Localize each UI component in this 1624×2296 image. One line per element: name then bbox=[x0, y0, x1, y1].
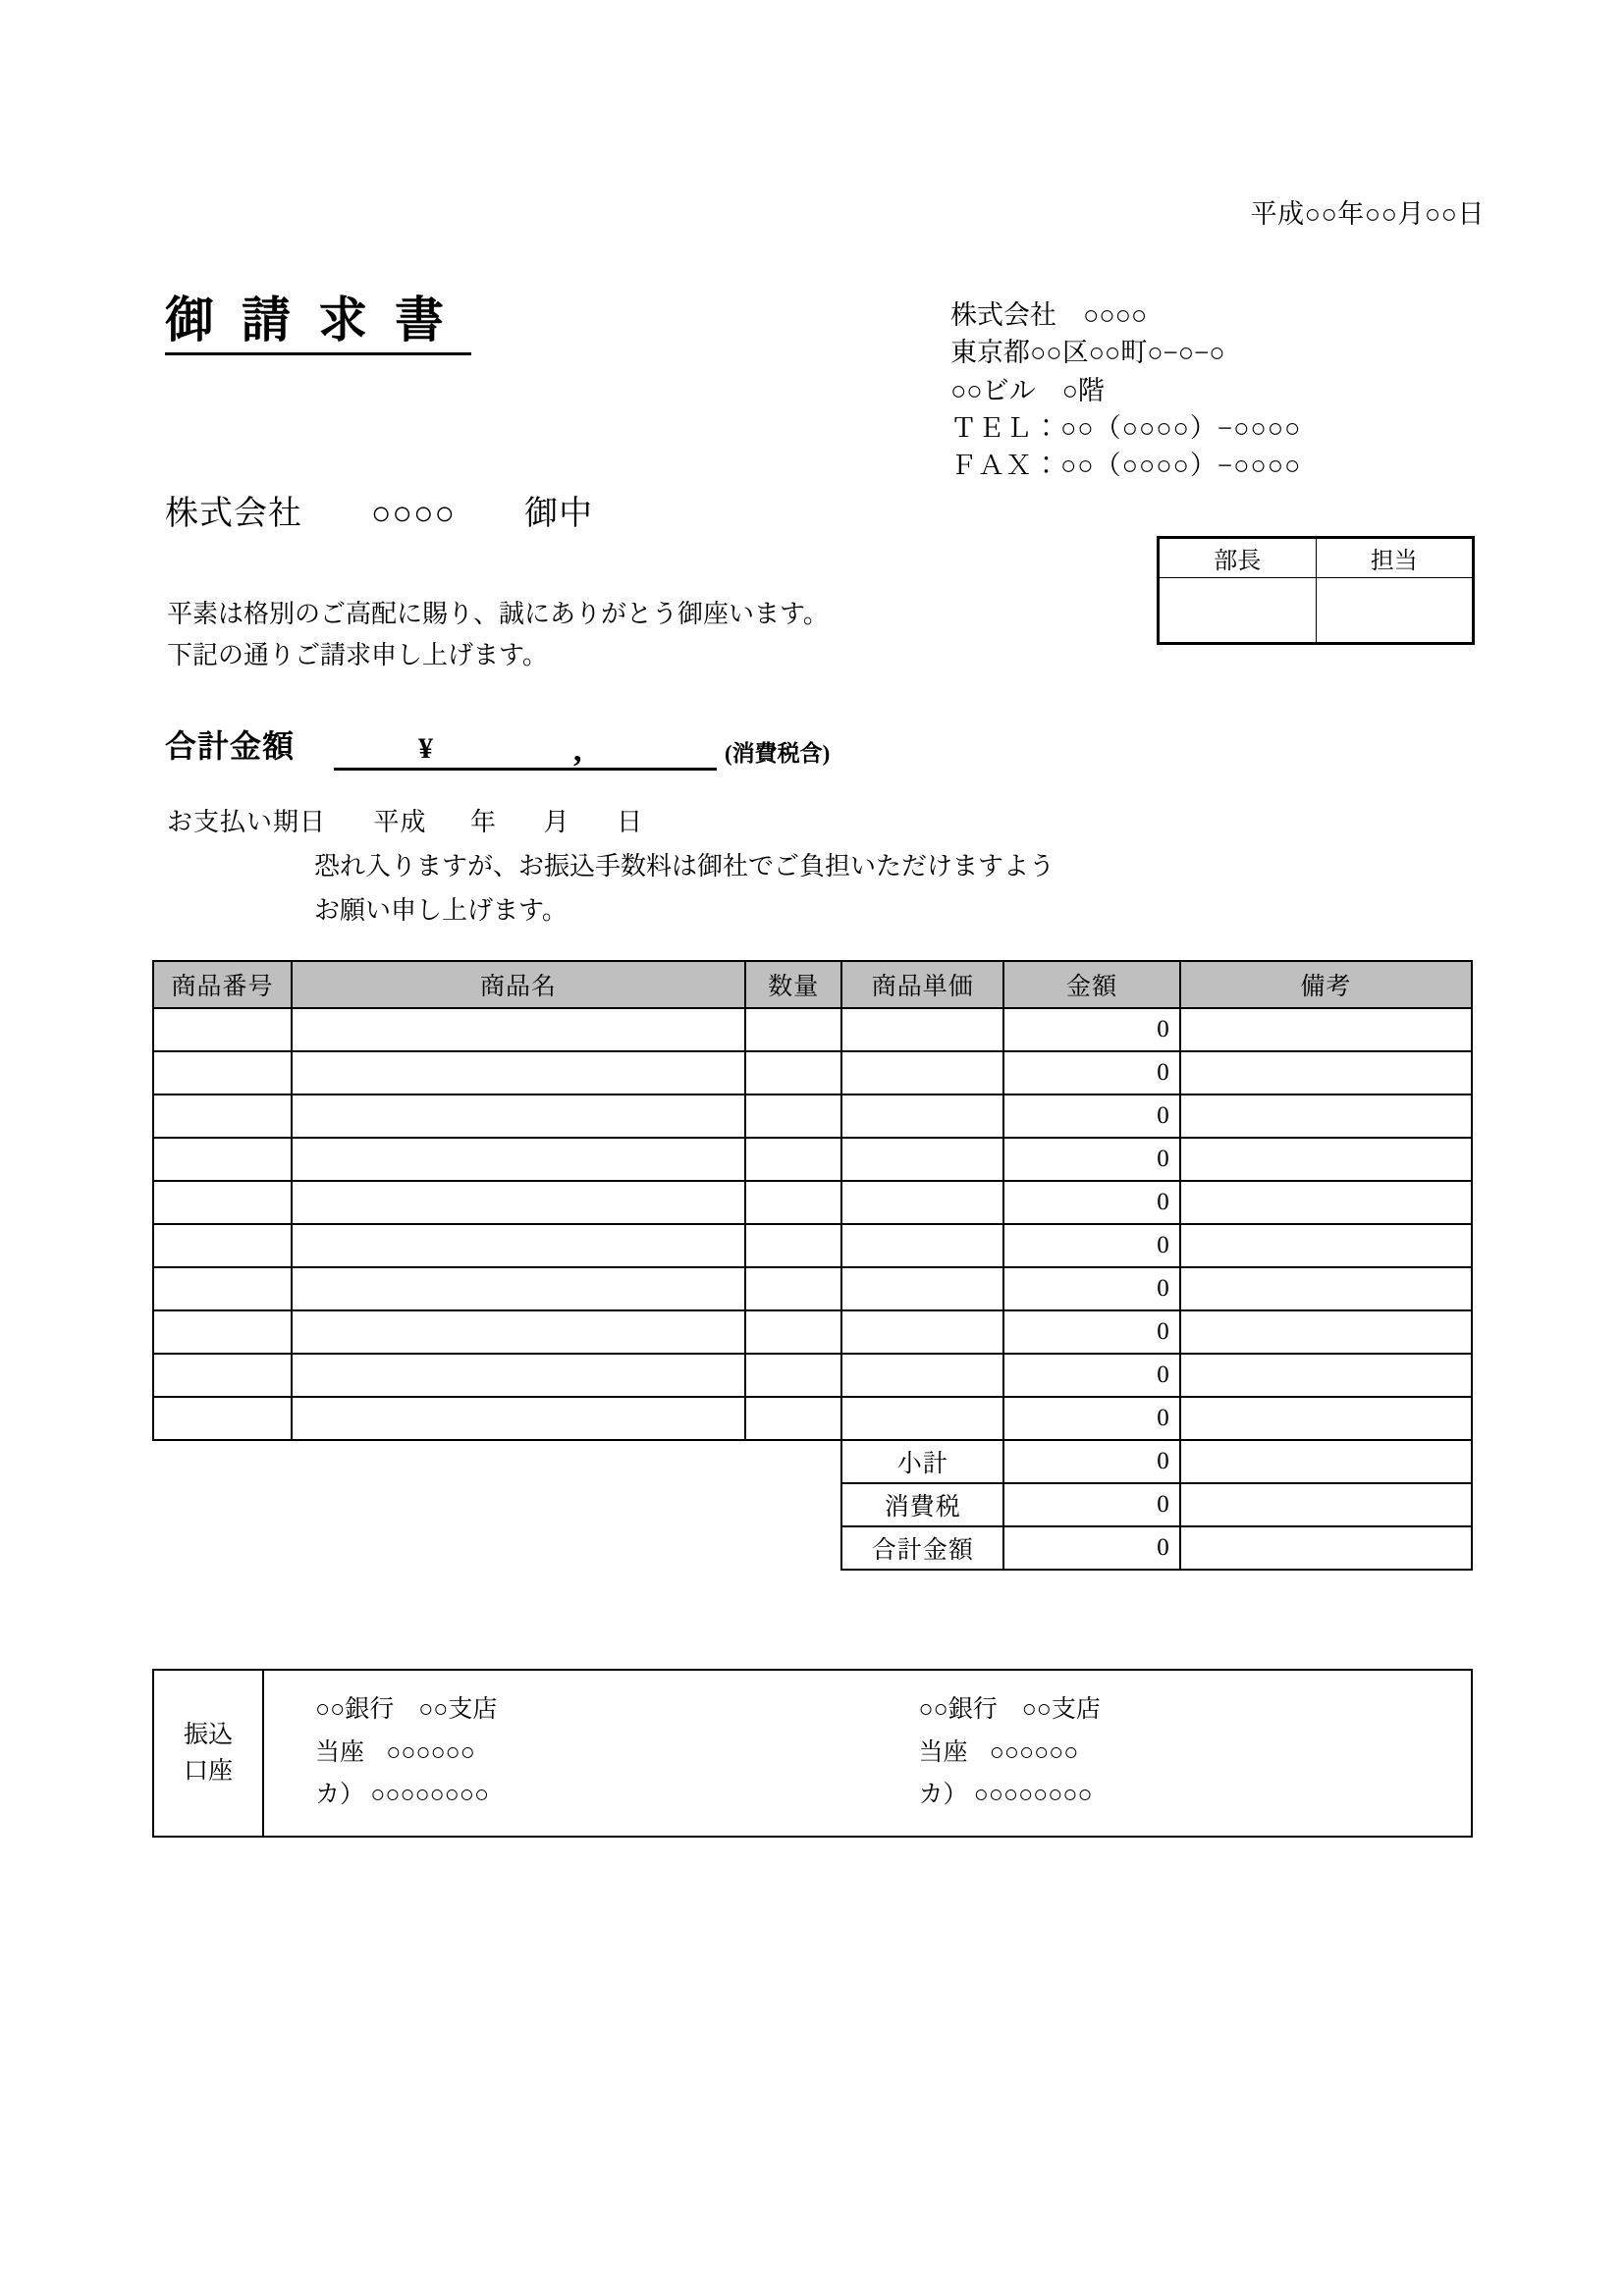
summary-spacer-cell bbox=[153, 1526, 841, 1570]
approval-header-staff: 担当 bbox=[1316, 539, 1473, 578]
item-name-cell[interactable] bbox=[292, 1224, 745, 1267]
thousands-separator: , bbox=[573, 732, 582, 769]
item-remarks-cell[interactable] bbox=[1180, 1267, 1472, 1310]
summary-spacer-cell bbox=[153, 1440, 841, 1483]
bank-name-2: ○○銀行 ○○支店 bbox=[918, 1696, 1101, 1723]
table-row bbox=[153, 1267, 1472, 1310]
item-no-cell[interactable] bbox=[153, 1354, 292, 1397]
summary-amount-cell[interactable]: 0 bbox=[1003, 1526, 1179, 1570]
item-no-cell[interactable] bbox=[153, 1008, 292, 1051]
item-qty-cell[interactable] bbox=[745, 1181, 841, 1224]
issuer-address: 東京都○○区○○町○−○−○ bbox=[950, 338, 1225, 368]
item-amount-cell[interactable]: 0 bbox=[1003, 1095, 1179, 1138]
bank-transfer-box bbox=[152, 1669, 1473, 1838]
bank-holder-name-1: ○○○○○○○○ bbox=[370, 1782, 490, 1808]
column-header-remarks: 備考 bbox=[1180, 961, 1472, 1008]
item-no-cell[interactable] bbox=[153, 1051, 292, 1095]
page-title: 御請求書 bbox=[165, 294, 471, 355]
item-qty-cell[interactable] bbox=[745, 1138, 841, 1181]
bank-account-1 bbox=[264, 1688, 868, 1836]
item-name-cell[interactable] bbox=[292, 1397, 745, 1440]
item-qty-cell[interactable] bbox=[745, 1310, 841, 1354]
bank-holder-prefix-1: カ） bbox=[315, 1782, 365, 1808]
summary-remarks-cell[interactable] bbox=[1180, 1440, 1472, 1483]
item-unit-price-cell[interactable] bbox=[841, 1051, 1003, 1095]
item-remarks-cell[interactable] bbox=[1180, 1354, 1472, 1397]
bank-accounts-container bbox=[264, 1671, 1471, 1836]
item-remarks-cell[interactable] bbox=[1180, 1397, 1472, 1440]
transfer-fee-note-line-2: お願い申し上げます。 bbox=[314, 896, 568, 926]
yen-symbol: ¥ bbox=[418, 732, 434, 765]
bank-account-number-2: ○○○○○○ bbox=[989, 1738, 1079, 1766]
issuer-company: 株式会社 ○○○○ bbox=[950, 300, 1148, 330]
approval-header-manager: 部長 bbox=[1160, 539, 1317, 578]
column-header-item-name: 商品名 bbox=[292, 961, 745, 1008]
item-name-cell[interactable] bbox=[292, 1354, 745, 1397]
item-unit-price-cell[interactable] bbox=[841, 1224, 1003, 1267]
item-unit-price-cell[interactable] bbox=[841, 1397, 1003, 1440]
approval-stamp-manager[interactable] bbox=[1160, 578, 1317, 643]
column-header-item-no: 商品番号 bbox=[153, 961, 292, 1008]
item-remarks-cell[interactable] bbox=[1180, 1095, 1472, 1138]
item-qty-cell[interactable] bbox=[745, 1397, 841, 1440]
table-row bbox=[153, 1181, 1472, 1224]
summary-row bbox=[153, 1483, 1472, 1526]
column-header-unit-price: 商品単価 bbox=[841, 961, 1003, 1008]
item-qty-cell[interactable] bbox=[745, 1008, 841, 1051]
bank-account-number-1: ○○○○○○ bbox=[386, 1738, 475, 1766]
bank-account-2 bbox=[868, 1688, 1472, 1836]
table-row bbox=[153, 1008, 1472, 1051]
item-name-cell[interactable] bbox=[292, 1051, 745, 1095]
approval-stamp-box bbox=[1157, 536, 1475, 645]
column-header-amount: 金額 bbox=[1003, 961, 1179, 1008]
table-row bbox=[153, 1224, 1472, 1267]
item-unit-price-cell[interactable] bbox=[841, 1267, 1003, 1310]
table-row bbox=[153, 1051, 1472, 1095]
payment-due-day-unit: 日 bbox=[617, 808, 643, 836]
item-amount-cell[interactable]: 0 bbox=[1003, 1181, 1179, 1224]
bank-account-line-1 bbox=[315, 1732, 868, 1775]
bank-holder-name-2: ○○○○○○○○ bbox=[973, 1782, 1093, 1808]
item-no-cell[interactable] bbox=[153, 1224, 292, 1267]
item-remarks-cell[interactable] bbox=[1180, 1224, 1472, 1267]
item-unit-price-cell[interactable] bbox=[841, 1354, 1003, 1397]
bank-label-line-2: 口座 bbox=[183, 1758, 233, 1785]
bank-holder-line-2 bbox=[919, 1774, 1472, 1817]
item-remarks-cell[interactable] bbox=[1180, 1008, 1472, 1051]
payment-due-era: 平成 bbox=[373, 808, 427, 836]
payment-terms-block bbox=[167, 800, 1055, 934]
transfer-fee-note-line-1: 恐れ入りますが、お振込手数料は御社でご負担いただけますよう bbox=[314, 852, 1056, 881]
approval-stamp-staff[interactable] bbox=[1316, 578, 1473, 643]
summary-row bbox=[153, 1526, 1472, 1570]
greeting-line-2: 下記の通りご請求申し上げます。 bbox=[167, 641, 548, 670]
item-qty-cell[interactable] bbox=[745, 1095, 841, 1138]
greeting-block bbox=[167, 594, 829, 676]
issuer-block bbox=[950, 296, 1301, 485]
item-name-cell[interactable] bbox=[292, 1181, 745, 1224]
approval-header-row bbox=[1160, 539, 1473, 578]
summary-label-cell: 小計 bbox=[841, 1440, 1003, 1483]
item-name-cell[interactable] bbox=[292, 1138, 745, 1181]
table-row bbox=[153, 1310, 1472, 1354]
bank-label-line-1: 振込 bbox=[183, 1721, 233, 1748]
payment-due-year-unit: 年 bbox=[470, 808, 497, 836]
bank-account-line-2 bbox=[919, 1732, 1472, 1775]
bank-account-type-2: 当座 bbox=[918, 1738, 968, 1766]
item-unit-price-cell[interactable] bbox=[841, 1181, 1003, 1224]
issue-date: 平成○○年○○月○○日 bbox=[1250, 199, 1485, 229]
table-row bbox=[153, 1138, 1472, 1181]
summary-amount-cell[interactable]: 0 bbox=[1003, 1440, 1179, 1483]
item-remarks-cell[interactable] bbox=[1180, 1181, 1472, 1224]
issuer-tel: ＴＥＬ：○○（○○○○）−○○○○ bbox=[950, 412, 1302, 443]
item-qty-cell[interactable] bbox=[745, 1354, 841, 1397]
item-amount-cell[interactable]: 0 bbox=[1003, 1397, 1179, 1440]
item-name-cell[interactable] bbox=[292, 1310, 745, 1354]
item-amount-cell[interactable]: 0 bbox=[1003, 1310, 1179, 1354]
bank-holder-prefix-2: カ） bbox=[918, 1782, 968, 1808]
summary-spacer-cell bbox=[153, 1483, 841, 1526]
item-amount-cell[interactable]: 0 bbox=[1003, 1138, 1179, 1181]
item-unit-price-cell[interactable] bbox=[841, 1138, 1003, 1181]
item-amount-cell[interactable]: 0 bbox=[1003, 1051, 1179, 1095]
total-amount-label: 合計金額 bbox=[165, 728, 296, 764]
items-table-body bbox=[153, 1008, 1472, 1570]
bank-name-1: ○○銀行 ○○支店 bbox=[315, 1696, 498, 1723]
payment-due-row bbox=[167, 800, 1055, 844]
payment-due-label: お支払い期日 bbox=[167, 808, 327, 836]
item-name-cell[interactable] bbox=[292, 1267, 745, 1310]
bank-account-type-1: 当座 bbox=[315, 1738, 365, 1766]
table-row bbox=[153, 1354, 1472, 1397]
bank-holder-line-1 bbox=[315, 1774, 868, 1817]
item-no-cell[interactable] bbox=[153, 1095, 292, 1138]
item-amount-cell[interactable]: 0 bbox=[1003, 1008, 1179, 1051]
item-no-cell[interactable] bbox=[153, 1310, 292, 1354]
item-unit-price-cell[interactable] bbox=[841, 1095, 1003, 1138]
item-remarks-cell[interactable] bbox=[1180, 1051, 1472, 1095]
summary-amount-cell[interactable]: 0 bbox=[1003, 1483, 1179, 1526]
item-unit-price-cell[interactable] bbox=[841, 1008, 1003, 1051]
table-row bbox=[153, 1397, 1472, 1440]
item-no-cell[interactable] bbox=[153, 1138, 292, 1181]
recipient-name: 株式会社 ○○○○ 御中 bbox=[165, 496, 594, 532]
items-table-header-row bbox=[153, 961, 1472, 1008]
item-name-cell[interactable] bbox=[292, 1095, 745, 1138]
table-row bbox=[153, 1095, 1472, 1138]
item-unit-price-cell[interactable] bbox=[841, 1310, 1003, 1354]
column-header-quantity: 数量 bbox=[745, 961, 841, 1008]
item-amount-cell[interactable]: 0 bbox=[1003, 1224, 1179, 1267]
item-no-cell[interactable] bbox=[153, 1181, 292, 1224]
summary-label-cell: 消費税 bbox=[841, 1483, 1003, 1526]
tax-included-note: (消費税含) bbox=[725, 741, 831, 766]
item-remarks-cell[interactable] bbox=[1180, 1310, 1472, 1354]
item-no-cell[interactable] bbox=[153, 1397, 292, 1440]
item-amount-cell[interactable]: 0 bbox=[1003, 1267, 1179, 1310]
greeting-line-1: 平素は格別のご高配に賜り、誠にありがとう御座います。 bbox=[167, 600, 829, 628]
item-name-cell[interactable] bbox=[292, 1008, 745, 1051]
item-no-cell[interactable] bbox=[153, 1267, 292, 1310]
issuer-fax: ＦＡＸ：○○（○○○○）−○○○○ bbox=[950, 451, 1302, 481]
bank-transfer-label bbox=[154, 1671, 264, 1836]
total-amount-field[interactable] bbox=[334, 724, 717, 771]
summary-label-cell: 合計金額 bbox=[841, 1526, 1003, 1570]
total-amount-line bbox=[165, 721, 830, 771]
item-qty-cell[interactable] bbox=[745, 1267, 841, 1310]
approval-stamp-row bbox=[1160, 578, 1473, 643]
item-amount-cell[interactable]: 0 bbox=[1003, 1354, 1179, 1397]
summary-row bbox=[153, 1440, 1472, 1483]
item-qty-cell[interactable] bbox=[745, 1224, 841, 1267]
item-qty-cell[interactable] bbox=[745, 1051, 841, 1095]
items-table bbox=[152, 960, 1473, 1571]
issuer-building: ○○ビル ○階 bbox=[950, 375, 1105, 405]
summary-remarks-cell[interactable] bbox=[1180, 1483, 1472, 1526]
payment-due-month-unit: 月 bbox=[543, 808, 569, 836]
summary-remarks-cell[interactable] bbox=[1180, 1526, 1472, 1570]
item-remarks-cell[interactable] bbox=[1180, 1138, 1472, 1181]
